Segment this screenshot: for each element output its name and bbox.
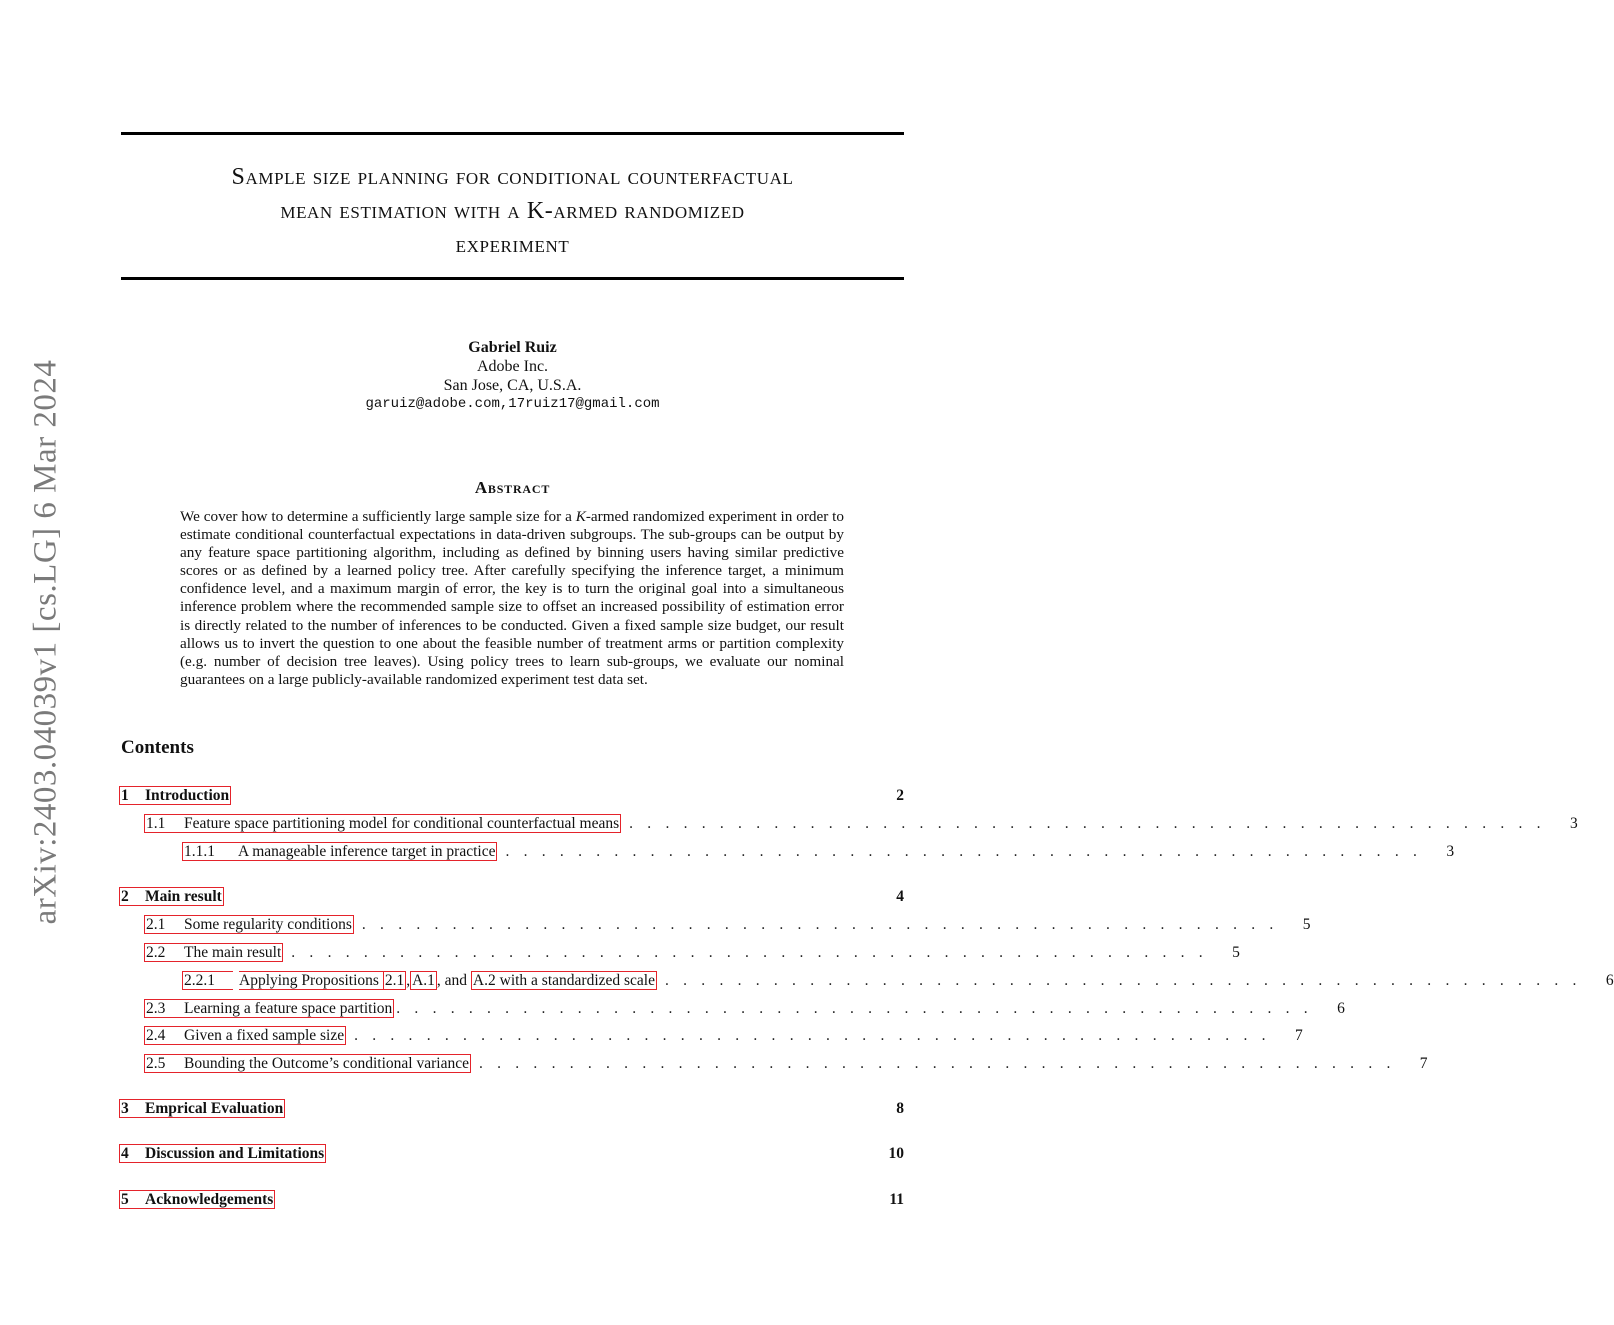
abstract-heading: Abstract (474, 478, 551, 497)
toc-number: 2.4 (146, 1027, 166, 1044)
abstract-text-rest: -armed randomized experiment in order to estimate conditional counterfactual expectations in data-driven subgroups. The sub-groups can be output by any feature space partitioning algorithm, including as defined by binning users having similar predictive scores or as defined by a learned policy tree. After carefully specifying the inference target, a minimum confidence level, and a maximum margin of error, the key is to turn the original goal into a simultaneous inference problem where the recommended sample size to offset an increased possibility of estimation error is directly related to the number of inferences to be conducted. Given a fixed sample size budget, our result allows us to invert the question to one about the feasible number of treatment arms or partition complexity (e.g. number of decision tree leaves). Using policy trees to learn sub-groups, we evaluate our nominal guarantees on a large publicly-available randomized experiment test data set. (180, 508, 844, 688)
toc-title: The main result (184, 944, 282, 961)
title-top-rule (121, 132, 904, 135)
toc-page-number: 3 (1569, 815, 1578, 832)
toc-title: Acknowledgements (145, 1191, 274, 1208)
toc-page-number: 5 (1302, 916, 1311, 933)
toc-page-number: 10 (888, 1145, 904, 1162)
toc-ref-label: A.2 (472, 972, 496, 989)
toc-title (239, 971, 383, 990)
toc-link-empirical-evaluation[interactable] (119, 1099, 285, 1118)
toc-page-number: 7 (1294, 1027, 1303, 1044)
toc-entry-2 (119, 887, 904, 907)
toc-page-number: 3 (1446, 843, 1455, 860)
ref-proposition-a-1[interactable]: A.1 (412, 972, 435, 989)
toc-link-manageable-inference-target[interactable] (182, 842, 497, 861)
title-line-2: mean estimation with a K-armed randomized (280, 198, 745, 224)
toc-number: 1.1.1 (184, 843, 215, 860)
toc-leader: . . . . . . . . . . . . . . . . . . . . . . . . . . . . . . . . . . . . . . . . . . . . . . . . . . . (361, 916, 1279, 933)
toc-number: 2.2.1 (182, 971, 233, 990)
toc-entry-2-2 (144, 943, 1240, 963)
toc-link-applying-propositions[interactable] (182, 971, 657, 990)
toc-title: Introduction (145, 787, 230, 804)
toc-link-introduction[interactable] (119, 786, 231, 805)
abstract-text-start: We cover how to determine a sufficiently large sample size for a (180, 508, 576, 525)
toc-leader: . . . . . . . . . . . . . . . . . . . . . . . . . . . . . . . . . . . . . . . . . . . . . . . . . . . (505, 843, 1423, 860)
toc-leader: . . . . . . . . . . . . . . . . . . . . . . . . . . . . . . . . . . . . . . . . . . . . . . . . . . . (665, 972, 1582, 989)
toc-title: Given a fixed sample size (184, 1027, 345, 1044)
toc-page-number: 5 (1232, 944, 1240, 961)
toc-entry-2-2-1 (182, 971, 1614, 991)
toc-entry-3 (119, 1099, 904, 1119)
toc-title: Bounding the Outcome’s conditional variance (184, 1055, 469, 1072)
toc-number: 4 (121, 1145, 129, 1162)
author-email: garuiz@adobe.com,17ruiz17@gmail.com (365, 396, 660, 412)
title-line-3: experiment (455, 232, 570, 258)
toc-link-feature-space-partitioning[interactable] (144, 814, 621, 833)
toc-link-the-main-result[interactable] (144, 943, 283, 962)
toc-entry-4 (119, 1144, 904, 1164)
toc-entry-5 (119, 1190, 904, 1210)
toc-title: Discussion and Limitations (145, 1145, 325, 1162)
toc-link-bounding-variance[interactable] (144, 1054, 471, 1073)
toc-link-learning-partition[interactable] (144, 999, 394, 1018)
toc-title-prefix: Applying Propositions (239, 972, 383, 989)
contents-heading: Contents (121, 737, 194, 758)
toc-entry-2-5 (144, 1054, 1428, 1074)
toc-page-number: 6 (1337, 1000, 1345, 1017)
toc-entry-2-3 (144, 999, 1345, 1019)
toc-leader: . . . . . . . . . . . . . . . . . . . . . . . . . . . . . . . . . . . . . . . . . . . . . . . . . . . (396, 1000, 1313, 1017)
ref-proposition-2-1[interactable]: 2.1 (384, 972, 405, 989)
toc-title: Some regularity conditions (184, 916, 352, 933)
toc-number: 2.5 (146, 1055, 166, 1072)
toc-separator: , (406, 972, 411, 989)
toc-leader: . . . . . . . . . . . . . . . . . . . . . . . . . . . . . . . . . . . . . . . . . . . . . . . . . . . (291, 944, 1208, 961)
toc-link-discussion-limitations[interactable] (119, 1144, 326, 1163)
toc-title: Emprical Evaluation (145, 1100, 284, 1117)
toc-leader: . . . . . . . . . . . . . . . . . . . . . . . . . . . . . . . . . . . . . . . . . . . . . . . . . . . (354, 1027, 1271, 1044)
toc-link-main-result[interactable] (119, 887, 224, 906)
toc-title: Learning a feature space partition (184, 1000, 393, 1017)
arxiv-identifier-stamp: arXiv:2403.04039v1 [cs.LG] 6 Mar 2024 (27, 359, 64, 925)
toc-entry-2-4 (144, 1026, 1303, 1046)
toc-entry-2-1 (144, 915, 1311, 935)
abstract-k-symbol: K (575, 508, 586, 525)
title-bottom-rule (121, 277, 904, 280)
author-affiliation: Adobe Inc. (476, 358, 549, 375)
toc-page-number: 6 (1605, 972, 1614, 989)
author-location: San Jose, CA, U.S.A. (443, 377, 582, 394)
title-line-1: Sample size planning for conditional counterfactual (231, 164, 794, 190)
abstract-body (180, 508, 844, 689)
toc-link-acknowledgements[interactable] (119, 1190, 275, 1209)
toc-number: 3 (121, 1100, 129, 1117)
toc-number: 5 (121, 1191, 129, 1208)
toc-number: 2 (121, 888, 129, 905)
toc-title-suffix: with a standardized scale (495, 972, 655, 989)
toc-number: 2.2 (146, 944, 166, 961)
toc-separator: , and (436, 972, 471, 989)
toc-entry-1 (119, 786, 904, 806)
toc-page-number: 7 (1419, 1055, 1428, 1072)
toc-link-fixed-sample-size[interactable] (144, 1026, 346, 1045)
toc-number: 2.1 (146, 916, 166, 933)
toc-page-number: 11 (889, 1191, 904, 1208)
toc-page-number: 8 (896, 1100, 904, 1117)
toc-title: Main result (145, 888, 222, 905)
toc-link-regularity-conditions[interactable] (144, 915, 354, 934)
author-block (121, 338, 904, 414)
toc-title: Feature space partitioning model for conditional counterfactual means (184, 815, 620, 832)
paper-title (121, 160, 904, 262)
toc-number: 1.1 (146, 815, 166, 832)
toc-entry-1-1-1 (182, 842, 1455, 862)
toc-leader: . . . . . . . . . . . . . . . . . . . . . . . . . . . . . . . . . . . . . . . . . . . . . . . . . . . (478, 1055, 1396, 1072)
toc-page-number: 2 (896, 787, 904, 804)
toc-page-number: 4 (896, 888, 904, 905)
toc-number: 1 (121, 787, 129, 804)
toc-number: 2.3 (146, 1000, 166, 1017)
ref-proposition-a-2[interactable] (471, 971, 657, 990)
toc-entry-1-1 (144, 814, 1578, 834)
author-name: Gabriel Ruiz (468, 339, 557, 356)
toc-leader: . . . . . . . . . . . . . . . . . . . . . . . . . . . . . . . . . . . . . . . . . . . . . . . . . . . (629, 815, 1546, 832)
toc-title: A manageable inference target in practice (238, 843, 496, 860)
